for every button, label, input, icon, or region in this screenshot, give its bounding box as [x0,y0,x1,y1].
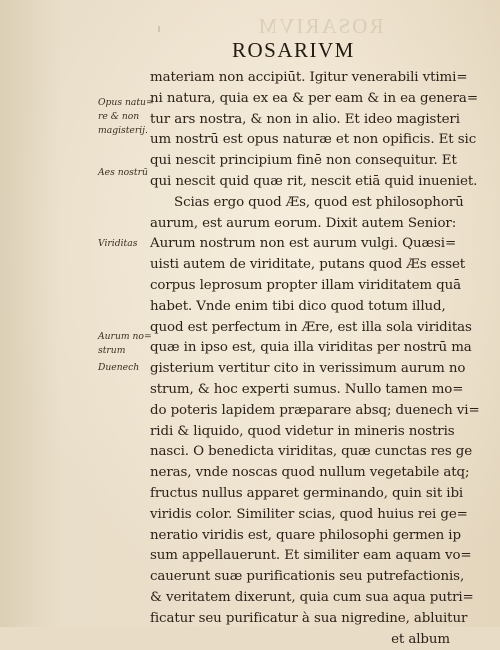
text-line: strum, & hoc experti sumus. Nullo tamen mo= [150,381,464,397]
text-line: tur ars nostra, & non in alio. Et ideo magisteri [150,111,460,127]
text-line: ridi & liquido, quod videtur in mineris nostris [150,423,455,439]
text-line: ficatur seu purificatur à sua nigredine, abluitur [150,610,468,626]
margin-opus-naturae [98,96,154,138]
text-line: fructus nullus apparet germinando, quin sit ibi [150,485,464,501]
text-line: do poteris lapidem præparare absq; duenech vi= [150,402,480,418]
margin-line: Duenech [98,362,140,373]
margin-line: re & non [98,111,140,122]
text-line: ni natura, quia ex ea & per eam & in ea genera= [150,90,478,106]
catchword: et album [391,631,450,647]
text-line: qui nescit quid quæ rit, nescit etiā quid inueniet. [150,173,478,189]
text-line: neratio viridis est, quare philosophi germen ip [150,527,461,543]
text-line: Scias ergo quod Æs, quod est philosophorū [174,194,464,210]
text-line: qui nescit principium finē non consequitur. Et [150,153,457,169]
text-line: nasci. O benedicta viriditas, quæ cunctas res ge [150,444,473,460]
text-line: cauerunt suæ purificationis seu putrefactionis, [150,569,465,585]
margin-line: strum [98,345,126,356]
text-line: Aurum nostrum non est aurum vulgi. Quæsi= [150,236,457,252]
text-line: gisterium vertitur cito in verissimum aurum no [150,361,466,377]
text-line: quod est perfectum in Ære, est illa sola viriditas [150,319,472,335]
margin-line: Aes nostrū [98,167,148,178]
text-line: um nostrū est opus naturæ et non opificis. Et sic [150,132,477,148]
text-line: & veritatem dixerunt, quia cum sua aqua putri= [150,589,474,605]
text-line: viridis color. Similiter scias, quod huius rei ge= [150,506,468,522]
text-line: quæ in ipso est, quia illa viriditas per nostrū ma [150,340,472,356]
text-line: sum appellauerunt. Et similiter eam aquam vo= [150,548,472,564]
running-title: ROSARIVM [232,38,355,62]
margin-line: Opus natu= [98,97,154,108]
text-line: uisti autem de viriditate, putans quod Æs esset [150,257,466,273]
text-line: corpus leprosum propter illam viriditatem quā [150,277,462,293]
margin-line: Viriditas [98,238,138,249]
body-text [150,68,480,650]
text-line: neras, vnde noscas quod nullum vegetabile atq; [150,465,470,481]
text-line: aurum, est aurum eorum. Dixit autem Senior: [150,215,457,231]
margin-aurum-nostrum [98,330,154,358]
text-line: materiam non accipiūt. Igitur venerabili vtimi= [150,70,468,85]
margin-viriditas [98,237,154,251]
margin-aes-nostrum [98,166,154,180]
bleed-through-title: ROSARIVM [256,14,384,38]
margin-duenech [98,361,154,375]
margin-line: Aurum no= [98,331,152,342]
text-line: habet. Vnde enim tibi dico quod totum illud, [150,298,446,314]
margin-line: magisterij. [98,125,148,136]
bleed-through-mark [158,26,160,32]
